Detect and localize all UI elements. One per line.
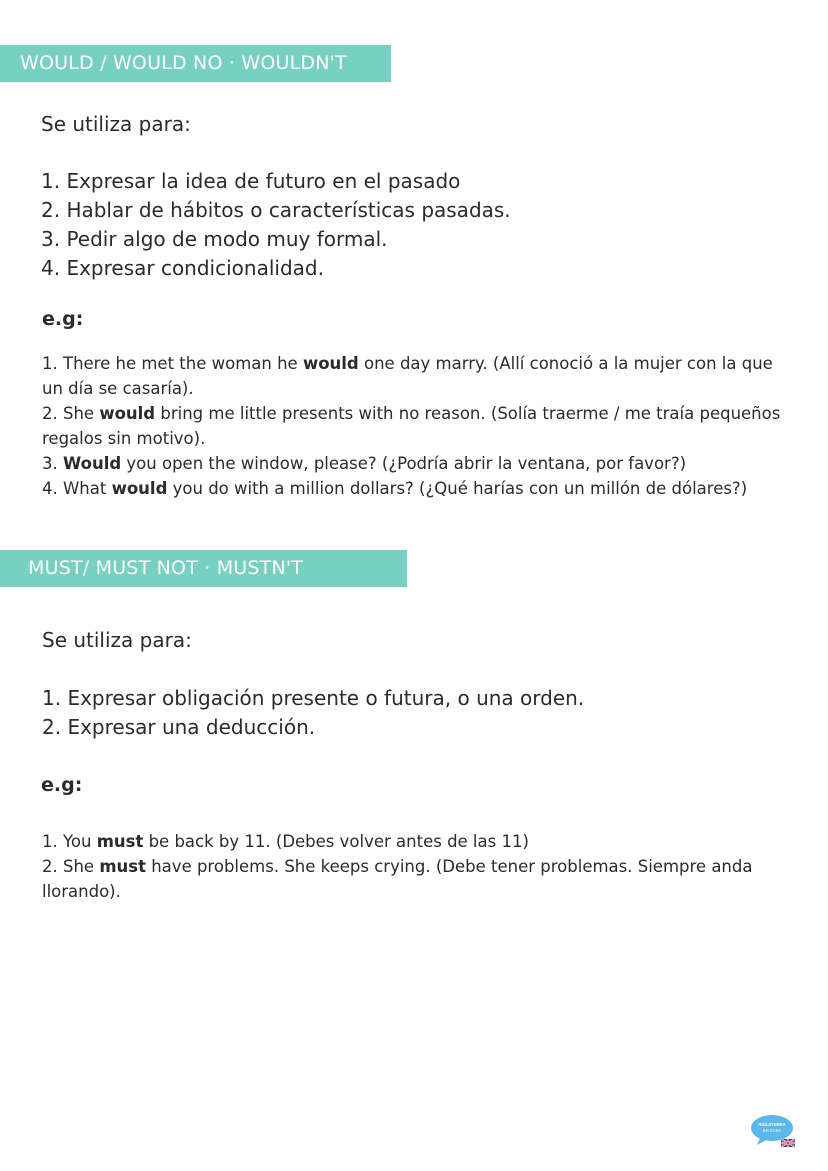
example-item: 2. She must have problems. She keeps crying. (Debe tener problemas. Siempre anda llorando). bbox=[42, 857, 753, 901]
example-item: 2. She would bring me little presents with no reason. (Solía traerme / me traía pequeños regalos sin motivo). bbox=[42, 404, 781, 448]
uses-list-would bbox=[41, 167, 511, 283]
svg-text:INGLATERRA: INGLATERRA bbox=[758, 1122, 786, 1127]
examples-would bbox=[42, 351, 792, 501]
example-item: 1. There he met the woman he would one day marry. (Allí conoció a la mujer con la que un día se casaría). bbox=[42, 354, 773, 398]
example-item: 4. What would you do with a million dollars? (¿Qué harías con un millón de dólares?) bbox=[42, 479, 748, 498]
svg-text:EN CASA: EN CASA bbox=[762, 1128, 782, 1133]
section-intro: Se utiliza para: bbox=[42, 628, 192, 652]
brand-logo bbox=[750, 1112, 796, 1148]
list-item: 1. Expresar la idea de futuro en el pasado bbox=[41, 169, 461, 193]
example-item: 1. You must be back by 11. (Debes volver antes de las 11) bbox=[42, 832, 529, 851]
uses-list-must bbox=[42, 684, 584, 742]
section-header-must: MUST/ MUST NOT · MUSTN'T bbox=[0, 550, 407, 587]
section-header-would: WOULD / WOULD NO · WOULDN'T bbox=[0, 45, 391, 82]
list-item: 2. Hablar de hábitos o características pasadas. bbox=[41, 198, 511, 222]
example-item: 3. Would you open the window, please? (¿Podría abrir la ventana, por favor?) bbox=[42, 454, 687, 473]
list-item: 2. Expresar una deducción. bbox=[42, 715, 316, 739]
list-item: 3. Pedir algo de modo muy formal. bbox=[41, 227, 388, 251]
section-intro: Se utiliza para: bbox=[41, 112, 191, 136]
eg-label: e.g: bbox=[42, 308, 84, 330]
uk-flag-icon bbox=[781, 1139, 795, 1147]
examples-must bbox=[42, 829, 792, 904]
list-item: 1. Expresar obligación presente o futura, o una orden. bbox=[42, 686, 585, 710]
list-item: 4. Expresar condicionalidad. bbox=[41, 256, 324, 280]
eg-label: e.g: bbox=[41, 774, 83, 796]
